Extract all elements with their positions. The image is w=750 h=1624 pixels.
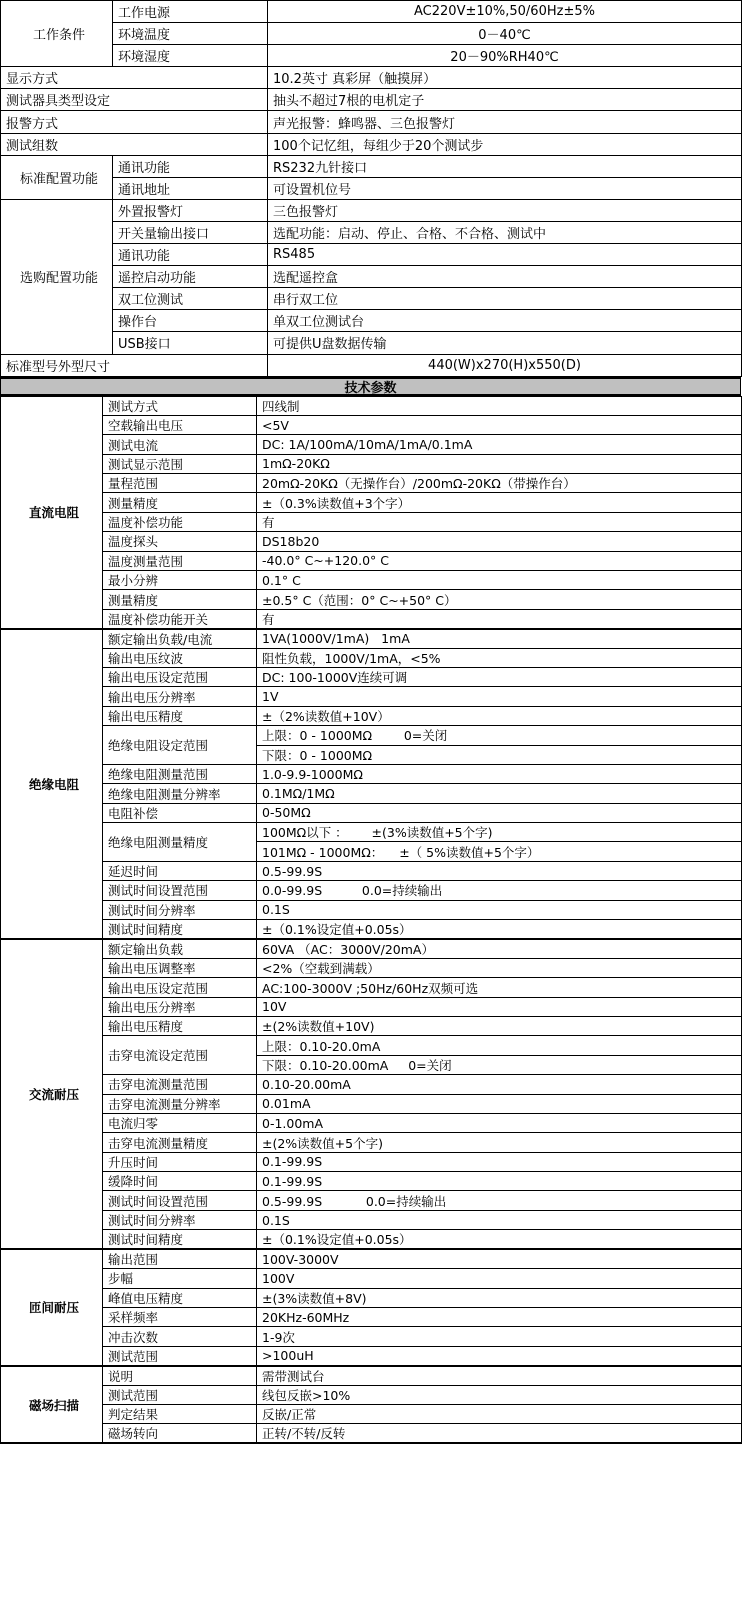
value-cell: 0.0-99.9S 0.0=持续输出	[257, 881, 742, 900]
value-cell: DC: 100-1000V连续可调	[257, 668, 742, 687]
spec-row	[1, 266, 742, 288]
general-spec-table	[0, 0, 742, 377]
spec-row	[1, 1036, 742, 1055]
param-cell: 测试时间精度	[103, 1230, 257, 1250]
value-cell: 三色报警灯	[268, 199, 742, 221]
spec-row	[1, 1152, 742, 1171]
tech-spec-table	[0, 396, 742, 1445]
spec-row	[1, 133, 742, 155]
value-cell: 0.1MΩ/1MΩ	[257, 784, 742, 803]
param-cell: 输出电压精度	[103, 1017, 257, 1036]
category-cell: 选购配置功能	[1, 199, 113, 354]
value-cell: 0.5-99.9S	[257, 861, 742, 880]
value-cell: 0.5-99.9S 0.0=持续输出	[257, 1191, 742, 1210]
value-cell: 20KHz-60MHz	[257, 1307, 742, 1326]
param-cell: 开关量输出接口	[113, 221, 268, 243]
value-cell: <2%（空载到满载）	[257, 958, 742, 977]
value-cell: 有	[257, 609, 742, 629]
value-cell: AC:100-3000V ;50Hz/60Hz双频可选	[257, 978, 742, 997]
spec-row	[1, 1075, 742, 1094]
spec-row	[1, 861, 742, 880]
spec-row	[1, 67, 742, 89]
value-cell: 下限：0 - 1000MΩ	[257, 745, 742, 764]
param-cell: 测试方式	[103, 396, 257, 415]
param-cell: USB接口	[113, 332, 268, 354]
value-cell: 0.1° C	[257, 570, 742, 589]
param-cell: 工作电源	[113, 1, 268, 23]
spec-row	[1, 1172, 742, 1191]
value-cell: 0.01mA	[257, 1094, 742, 1113]
spec-row	[1, 784, 742, 803]
value-cell: 抽头不超过7根的电机定子	[268, 89, 742, 111]
param-cell: 测试时间精度	[103, 919, 257, 939]
spec-row	[1, 415, 742, 434]
value-cell: 上限：0 - 1000MΩ 0=关闭	[257, 726, 742, 745]
param-cell: 击穿电流设定范围	[103, 1036, 257, 1075]
param-cell: 温度探头	[103, 532, 257, 551]
param-cell: 判定结果	[103, 1405, 257, 1424]
param-cell: 环境湿度	[113, 45, 268, 67]
spec-row	[1, 1133, 742, 1152]
param-cell: 输出电压设定范围	[103, 668, 257, 687]
spec-row	[1, 1269, 742, 1288]
param-cell: 输出电压分辨率	[103, 687, 257, 706]
spec-row	[1, 823, 742, 842]
value-cell: 1V	[257, 687, 742, 706]
value-cell: ±(2%读数值+5个字)	[257, 1133, 742, 1152]
value-cell: DS18b20	[257, 532, 742, 551]
value-cell: 20mΩ-20KΩ（无操作台）/200mΩ-20KΩ（带操作台）	[257, 474, 742, 493]
param-cell: 温度补偿功能开关	[103, 609, 257, 629]
value-cell: 0－40℃	[268, 23, 742, 45]
category-cell: 绝缘电阻	[1, 629, 103, 939]
value-cell: ±（0.1%设定值+0.05s）	[257, 1230, 742, 1250]
spec-row	[1, 155, 742, 177]
spec-row	[1, 1288, 742, 1307]
spec-row	[1, 1094, 742, 1113]
spec-row	[1, 1405, 742, 1424]
value-cell: 60VA （AC：3000V/20mA）	[257, 939, 742, 959]
value-cell: 0.10-20.00mA	[257, 1075, 742, 1094]
spec-row	[1, 532, 742, 551]
value-cell: ±(2%读数值+10V)	[257, 1017, 742, 1036]
spec-row	[1, 1327, 742, 1346]
spec-row	[1, 919, 742, 939]
spec-row	[1, 570, 742, 589]
value-cell: 1VA(1000V/1mA) 1mA	[257, 629, 742, 649]
value-cell: 0.1S	[257, 900, 742, 919]
spec-row	[1, 1307, 742, 1326]
param-cell: 绝缘电阻设定范围	[103, 726, 257, 765]
param-cell: 击穿电流测量范围	[103, 1075, 257, 1094]
value-cell: 0.1-99.9S	[257, 1172, 742, 1191]
value-cell: 正转/不转/反转	[257, 1424, 742, 1444]
spec-row	[1, 648, 742, 667]
value-cell: ±（2%读数值+10V）	[257, 706, 742, 725]
spec-row	[1, 512, 742, 531]
param-cell: 环境温度	[113, 23, 268, 45]
value-cell: 串行双工位	[268, 288, 742, 310]
param-cell: 报警方式	[1, 111, 268, 133]
param-cell: 遥控启动功能	[113, 266, 268, 288]
value-cell: 100V	[257, 1269, 742, 1288]
spec-row	[1, 111, 742, 133]
param-cell: 升压时间	[103, 1152, 257, 1171]
param-cell: 步幅	[103, 1269, 257, 1288]
param-cell: 通讯功能	[113, 155, 268, 177]
spec-row	[1, 1424, 742, 1444]
param-cell: 测试电流	[103, 435, 257, 454]
value-cell: 选配遥控盒	[268, 266, 742, 288]
param-cell: 电阻补偿	[103, 803, 257, 822]
param-cell: 最小分辨	[103, 570, 257, 589]
spec-row	[1, 1385, 742, 1404]
value-cell: -40.0° C~+120.0° C	[257, 551, 742, 570]
param-cell: 缓降时间	[103, 1172, 257, 1191]
param-cell: 输出电压调整率	[103, 958, 257, 977]
spec-row	[1, 1249, 742, 1269]
value-cell: 100V-3000V	[257, 1249, 742, 1269]
value-cell: 可设置机位号	[268, 177, 742, 199]
param-cell: 外置报警灯	[113, 199, 268, 221]
spec-row	[1, 590, 742, 609]
param-cell: 通讯功能	[113, 244, 268, 266]
spec-row	[1, 958, 742, 977]
param-cell: 冲击次数	[103, 1327, 257, 1346]
spec-row	[1, 89, 742, 111]
param-cell: 击穿电流测量分辨率	[103, 1094, 257, 1113]
spec-row	[1, 244, 742, 266]
spec-row	[1, 687, 742, 706]
value-cell: 阻性负载，1000V/1mA，<5%	[257, 648, 742, 667]
value-cell: 反嵌/正常	[257, 1405, 742, 1424]
spec-row	[1, 454, 742, 473]
value-cell: ±0.5° C（范围：0° C~+50° C）	[257, 590, 742, 609]
param-cell: 输出电压分辨率	[103, 997, 257, 1016]
value-cell: 0-50MΩ	[257, 803, 742, 822]
spec-row	[1, 332, 742, 354]
spec-row	[1, 1191, 742, 1210]
spec-row	[1, 288, 742, 310]
param-cell: 温度测量范围	[103, 551, 257, 570]
value-cell: 100个记忆组，每组少于20个测试步	[268, 133, 742, 155]
param-cell: 绝缘电阻测量精度	[103, 823, 257, 862]
value-cell: 10.2英寸 真彩屏（触摸屏）	[268, 67, 742, 89]
spec-row	[1, 939, 742, 959]
value-cell: 0-1.00mA	[257, 1113, 742, 1132]
value-cell: 有	[257, 512, 742, 531]
spec-row	[1, 474, 742, 493]
value-cell: 上限：0.10-20.0mA	[257, 1036, 742, 1055]
category-cell: 直流电阻	[1, 396, 103, 629]
spec-row	[1, 997, 742, 1016]
value-cell: 1.0-9.9-1000MΩ	[257, 764, 742, 783]
param-cell: 测量精度	[103, 493, 257, 512]
value-cell: <5V	[257, 415, 742, 434]
param-cell: 测试时间设置范围	[103, 881, 257, 900]
category-cell: 交流耐压	[1, 939, 103, 1249]
param-cell: 绝缘电阻测量分辨率	[103, 784, 257, 803]
value-cell: 101MΩ - 1000MΩ： ±（ 5%读数值+5个字）	[257, 842, 742, 861]
spec-row	[1, 435, 742, 454]
param-cell: 双工位测试	[113, 288, 268, 310]
value-cell: 10V	[257, 997, 742, 1016]
param-cell: 输出电压纹波	[103, 648, 257, 667]
spec-row	[1, 1113, 742, 1132]
value-cell: ±（0.1%设定值+0.05s）	[257, 919, 742, 939]
value-cell: 声光报警：蜂鸣器、三色报警灯	[268, 111, 742, 133]
param-cell: 输出范围	[103, 1249, 257, 1269]
value-cell: ±（0.3%读数值+3个字）	[257, 493, 742, 512]
param-cell: 测试范围	[103, 1385, 257, 1404]
param-cell: 测试时间分辨率	[103, 1210, 257, 1229]
value-cell: RS232九针接口	[268, 155, 742, 177]
param-cell: 磁场转向	[103, 1424, 257, 1444]
spec-row	[1, 551, 742, 570]
spec-row	[1, 45, 742, 67]
spec-row	[1, 978, 742, 997]
param-cell: 量程范围	[103, 474, 257, 493]
spec-row	[1, 23, 742, 45]
param-cell: 测量精度	[103, 590, 257, 609]
value-cell: 0.1S	[257, 1210, 742, 1229]
param-cell: 绝缘电阻测量范围	[103, 764, 257, 783]
tech-params-title: 技术参数	[344, 380, 397, 396]
value-cell: >100uH	[257, 1346, 742, 1366]
value-cell: 440(W)x270(H)x550(D)	[268, 354, 742, 376]
category-cell: 匝间耐压	[1, 1249, 103, 1366]
value-cell: 20－90%RH40℃	[268, 45, 742, 67]
value-cell: DC: 1A/100mA/10mA/1mA/0.1mA	[257, 435, 742, 454]
param-cell: 测试时间设置范围	[103, 1191, 257, 1210]
spec-row	[1, 706, 742, 725]
spec-row	[1, 803, 742, 822]
value-cell: AC220V±10%,50/60Hz±5%	[268, 1, 742, 23]
param-cell: 延迟时间	[103, 861, 257, 880]
param-cell: 说明	[103, 1366, 257, 1386]
param-cell: 测试范围	[103, 1346, 257, 1366]
spec-row	[1, 629, 742, 649]
value-cell: 四线制	[257, 396, 742, 415]
param-cell: 显示方式	[1, 67, 268, 89]
spec-row	[1, 881, 742, 900]
spec-row	[1, 609, 742, 629]
param-cell: 输出电压精度	[103, 706, 257, 725]
value-cell: 1-9次	[257, 1327, 742, 1346]
param-cell: 通讯地址	[113, 177, 268, 199]
value-cell: 可提供U盘数据传输	[268, 332, 742, 354]
category-cell: 磁场扫描	[1, 1366, 103, 1444]
param-cell: 温度补偿功能	[103, 512, 257, 531]
spec-row	[1, 1346, 742, 1366]
param-cell: 测试器具类型设定	[1, 89, 268, 111]
spec-row	[1, 900, 742, 919]
param-cell: 测试时间分辨率	[103, 900, 257, 919]
spec-row	[1, 668, 742, 687]
param-cell: 测试显示范围	[103, 454, 257, 473]
param-cell: 输出电压设定范围	[103, 978, 257, 997]
param-cell: 电流归零	[103, 1113, 257, 1132]
value-cell: 1mΩ-20KΩ	[257, 454, 742, 473]
param-cell: 操作台	[113, 310, 268, 332]
spec-row	[1, 726, 742, 745]
spec-row	[1, 199, 742, 221]
param-cell: 额定输出负载	[103, 939, 257, 959]
spec-row	[1, 1, 742, 23]
param-cell: 采样频率	[103, 1307, 257, 1326]
value-cell: 下限：0.10-20.00mA 0=关闭	[257, 1055, 742, 1074]
category-cell: 工作条件	[1, 1, 113, 67]
spec-row	[1, 1210, 742, 1229]
value-cell: RS485	[268, 244, 742, 266]
param-cell: 击穿电流测量精度	[103, 1133, 257, 1152]
value-cell: ±(3%读数值+8V)	[257, 1288, 742, 1307]
spec-row	[1, 493, 742, 512]
spec-row	[1, 354, 742, 376]
value-cell: 选配功能：启动、停止、合格、不合格、测试中	[268, 221, 742, 243]
spec-row	[1, 221, 742, 243]
spec-row	[1, 177, 742, 199]
param-cell: 额定输出负载/电流	[103, 629, 257, 649]
param-cell: 峰值电压精度	[103, 1288, 257, 1307]
param-cell: 标准型号外型尺寸	[1, 354, 268, 376]
spec-row	[1, 1017, 742, 1036]
param-cell: 测试组数	[1, 133, 268, 155]
value-cell: 0.1-99.9S	[257, 1152, 742, 1171]
value-cell: 线包反嵌>10%	[257, 1385, 742, 1404]
spec-row	[1, 1230, 742, 1250]
category-cell: 标准配置功能	[1, 155, 113, 199]
spec-row	[1, 310, 742, 332]
param-cell: 空载输出电压	[103, 415, 257, 434]
spec-row	[1, 396, 742, 415]
value-cell: 100MΩ以下 ： ±(3%读数值+5个字)	[257, 823, 742, 842]
value-cell: 需带测试台	[257, 1366, 742, 1386]
tech-params-header	[0, 377, 741, 396]
value-cell: 单双工位测试台	[268, 310, 742, 332]
spec-row	[1, 764, 742, 783]
spec-row	[1, 1366, 742, 1386]
